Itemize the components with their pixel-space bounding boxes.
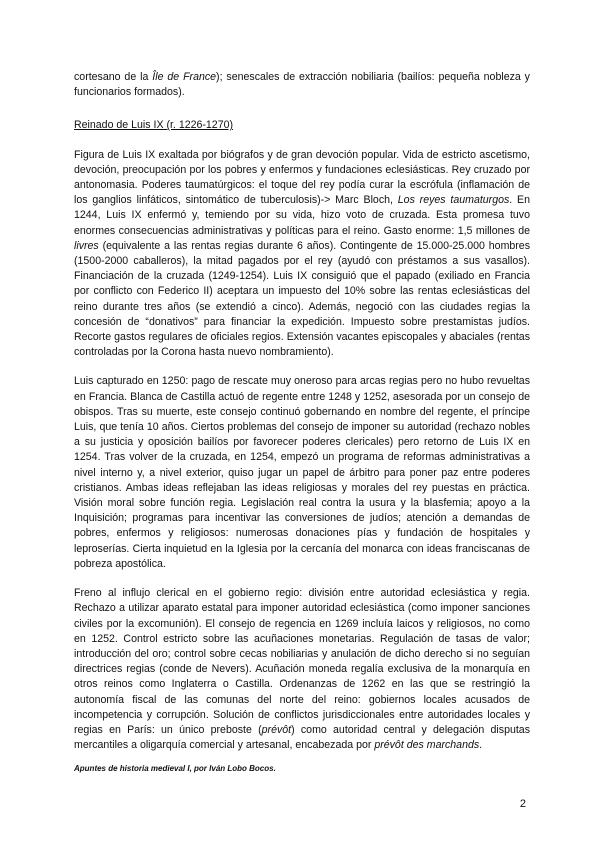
intro-text-end: ); senescales de extracción nobiliaria (bailíos: pequeña nobleza y funcionarios formados). [74,71,530,99]
document-page [74,70,530,777]
intro-paragraph [74,70,530,100]
section-heading: Reinado de Luis IX (r. 1226-1270) [74,119,234,132]
p1-text-a: Figura de Luis IX exaltada por biógrafos y de gran devoción popular. Vida de estricto ascetismo, devoción, preocupación por los pobres y enfermos y fundaciones eclesiásticas. Rey cruzado por antonomasia. Poderes taumatúrgicos: el toque del rey podía curar la escrófula (inflamación de los ganglios linfáticos, sintomático de tuberculosis)-> Marc Bloch, [74,148,530,207]
p1-text-e: (equivalente a las rentas regias durante 6 años). Contingente de 15.000-25.000 hombres (1500-2000 caballeros), la mitad pagados por el rey (ayudó con préstamos a sus vasallos). Financiación de la cruzada (1249-1254). Luis IX consiguió que el papado (exiliado en Francia por conflicto con Federico II) aceptara un impuesto del 10% sobre las rentas eclesiásticas del reino durante tres años (se extendió a cinco). Además, negoció con las ciudades regias la concesión de “donativos” para financiar la expedición. Impuesto sobre prestamistas judíos. Recorte gastos regulares de oficiales regios. Extensión vacantes episcopales y abaciales (rentas controladas por la Corona hasta nuevo nombramiento). [74,239,530,359]
paragraph-2: Luis capturado en 1250: pago de rescate muy oneroso para arcas regias pero no hubo revueltas en Francia. Blanca de Castilla actuó de regente entre 1248 y 1252, asesorada por un consejo de obispos. Tras su muerte, este consejo continuó gobernando en nombre del regente, el príncipe Luis, que tenía 10 años. Ciertos problemas del consejo de imponer su autoridad (rechazo nobles a su justicia y oposición bailíos por favorecer poderes clericales) pero retorno de Luis IX en 1254. Tras volver de la cruzada, en 1254, empezó un programa de reformas administrativas a nivel interno y, a nivel exterior, quiso jugar un papel de árbitro para poner paz entre poderes cristianos. Ambas ideas reflejaban las ideas religiosas y morales del rey puestas en práctica. Visión moral sobre función regia. Legislación real contra la usura y la blasfemia; apoyo a la Inquisición; programas para incentivar las conversiones de judíos; atención a demandas de pobres, enfermos y religiosos: numerosas donaciones pías y fundación de hospitales y leproserías. Cierta inquietud en la Iglesia por la cercanía del monarca con ideas franciscanas de pobreza apostólica. [74,375,530,570]
p1-book-title: Los reyes taumaturgos [397,194,510,207]
intro-place-name: Île de France [152,71,217,83]
page-number: 2 [519,798,526,810]
p3-text-c: ) como autoridad central y delegación disputas mercantiles a oligarquía comercial y artesanal, encabezada por [74,723,530,752]
p1-currency-term: livres [74,239,99,252]
p3-text-a: Freno al influjo clerical en el gobierno regio: división entre autoridad eclesiástica y regia. Rechazo a utilizar aparato estatal para imponer autoridad eclesiástica (como imponer sanciones civiles por la excomunión). El consejo de regencia en 1269 incluía laicos y religiosos, no como en 1252. Control estricto sobre las acuñaciones monetarias. Regulación de tasas de valor; introducción del oro; control sobre cecas nobiliarias y anulación de dicho derecho si no seguían directrices regias (conde de Nevers). Acuñación moneda regalía exclusiva de la monarquía en otros reinos como Inglaterra o Castilla. Ordenanzas de 1262 en las que se restringió la autonomía fiscal de las comunas del norte del reino: gobiernos locales acusados de incompetencia y corrupción. Solución de conflictos jurisdiccionales entre autoridades locales y regias en París: un único preboste ( [74,587,530,736]
p3-term-prevot-marchands: prévôt des marchands [374,739,480,752]
p3-text-e: . [479,739,483,752]
p1-text-c: . En 1244, Luis IX enfermó y, temiendo por su vida, hizo voto de cruzada. Esta promesa tuvo enormes consecuencias administrativas y políticas para el reino. Gasto enorme: 1,5 millones de [74,194,530,237]
credit-line: Apuntes de historia medieval I, por Iván Lobo Bocos. [74,764,276,774]
paragraph-3 [74,586,530,753]
paragraph-1 [74,148,530,361]
intro-text-start: cortesano de la [74,71,153,83]
p3-term-prevot: prévôt [261,723,292,736]
